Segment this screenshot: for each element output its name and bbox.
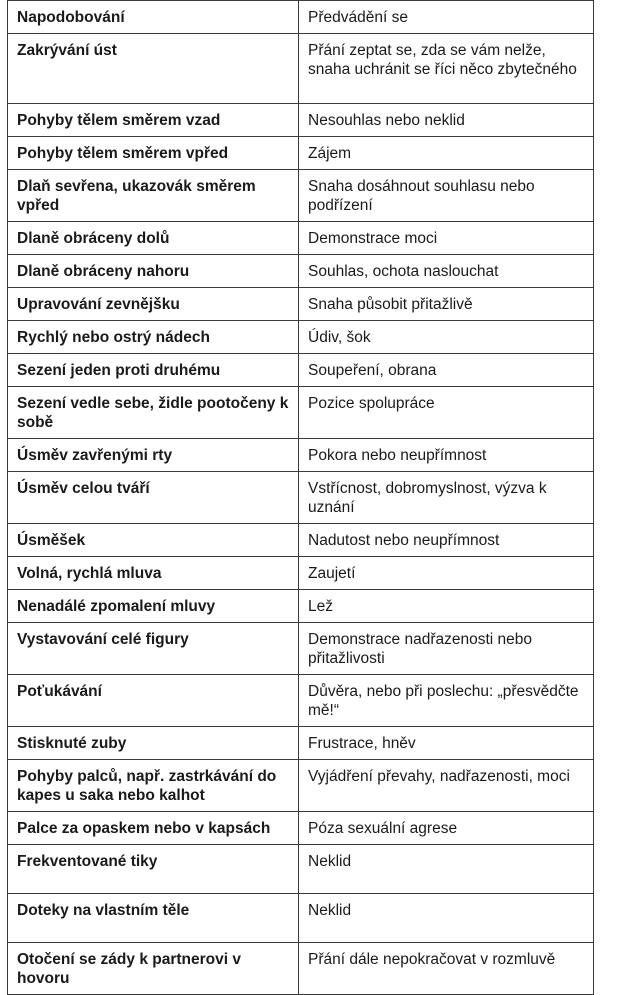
gesture-cell: Úsměv celou tváří — [8, 472, 299, 524]
gesture-cell: Nenadálé zpomalení mluvy — [8, 590, 299, 623]
gesture-cell: Palce za opaskem nebo v kapsách — [8, 812, 299, 845]
table-row — [8, 354, 594, 387]
meaning-cell: Důvěra, nebo při poslechu: „přesvědčte mě!“ — [299, 675, 594, 727]
gesture-cell: Rychlý nebo ostrý nádech — [8, 321, 299, 354]
meaning-cell: Předvádění se — [299, 1, 594, 34]
table-row — [8, 623, 594, 675]
table-row — [8, 387, 594, 439]
table-row — [8, 812, 594, 845]
meaning-cell: Zaujetí — [299, 557, 594, 590]
meaning-cell: Souhlas, ochota naslouchat — [299, 255, 594, 288]
gesture-cell: Vystavování celé figury — [8, 623, 299, 675]
gesture-cell: Volná, rychlá mluva — [8, 557, 299, 590]
gesture-cell: Frekventované tiky — [8, 845, 299, 894]
gesture-cell: Upravování zevnějšku — [8, 288, 299, 321]
table-row — [8, 675, 594, 727]
table-row — [8, 255, 594, 288]
table-row — [8, 894, 594, 943]
gesture-cell: Sezení jeden proti druhému — [8, 354, 299, 387]
table-row — [8, 524, 594, 557]
table-row — [8, 472, 594, 524]
gesture-cell: Sezení vedle sebe, židle pootočeny k sobě — [8, 387, 299, 439]
meaning-cell: Snaha dosáhnout souhlasu nebo podřízení — [299, 170, 594, 222]
table-row — [8, 222, 594, 255]
meaning-cell: Póza sexuální agrese — [299, 812, 594, 845]
meaning-cell: Neklid — [299, 894, 594, 943]
table-row — [8, 1, 594, 34]
gesture-cell: Poťukávání — [8, 675, 299, 727]
table-row — [8, 104, 594, 137]
table-row — [8, 137, 594, 170]
gesture-cell: Otočení se zády k partnerovi v hovoru — [8, 943, 299, 995]
table-row — [8, 321, 594, 354]
meaning-cell: Vyjádření převahy, nadřazenosti, moci — [299, 760, 594, 812]
meaning-cell: Přání dále nepokračovat v rozmluvě — [299, 943, 594, 995]
meaning-cell: Pokora nebo neupřímnost — [299, 439, 594, 472]
gesture-cell: Dlaně obráceny nahoru — [8, 255, 299, 288]
table-row — [8, 288, 594, 321]
table-row — [8, 943, 594, 995]
meaning-cell: Přání zeptat se, zda se vám nelže, snaha uchránit se říci něco zbytečného — [299, 34, 594, 104]
body-language-table-container — [7, 0, 593, 995]
gesture-cell: Dlaně obráceny dolů — [8, 222, 299, 255]
table-row — [8, 845, 594, 894]
meaning-cell: Pozice spolupráce — [299, 387, 594, 439]
gesture-cell: Pohyby tělem směrem vzad — [8, 104, 299, 137]
meaning-cell: Údiv, šok — [299, 321, 594, 354]
meaning-cell: Demonstrace nadřazenosti nebo přitažlivosti — [299, 623, 594, 675]
meaning-cell: Demonstrace moci — [299, 222, 594, 255]
meaning-cell: Nadutost nebo neupřímnost — [299, 524, 594, 557]
gesture-cell: Úsměv zavřenými rty — [8, 439, 299, 472]
gesture-cell: Napodobování — [8, 1, 299, 34]
table-row — [8, 439, 594, 472]
meaning-cell: Nesouhlas nebo neklid — [299, 104, 594, 137]
gesture-cell: Dlaň sevřena, ukazovák směrem vpřed — [8, 170, 299, 222]
gesture-cell: Stisknuté zuby — [8, 727, 299, 760]
gesture-cell: Zakrývání úst — [8, 34, 299, 104]
meaning-cell: Snaha působit přitažlivě — [299, 288, 594, 321]
meaning-cell: Vstřícnost, dobromyslnost, výzva k uznání — [299, 472, 594, 524]
meaning-cell: Zájem — [299, 137, 594, 170]
gesture-cell: Pohyby palců, např. zastrkávání do kapes u saka nebo kalhot — [8, 760, 299, 812]
gesture-cell: Doteky na vlastním těle — [8, 894, 299, 943]
table-row — [8, 557, 594, 590]
table-row — [8, 760, 594, 812]
body-language-table — [7, 0, 594, 995]
meaning-cell: Lež — [299, 590, 594, 623]
gesture-cell: Pohyby tělem směrem vpřed — [8, 137, 299, 170]
table-row — [8, 727, 594, 760]
gesture-cell: Úsměšek — [8, 524, 299, 557]
table-body — [8, 1, 594, 995]
table-row — [8, 34, 594, 104]
meaning-cell: Soupeření, obrana — [299, 354, 594, 387]
meaning-cell: Frustrace, hněv — [299, 727, 594, 760]
table-row — [8, 170, 594, 222]
meaning-cell: Neklid — [299, 845, 594, 894]
table-row — [8, 590, 594, 623]
